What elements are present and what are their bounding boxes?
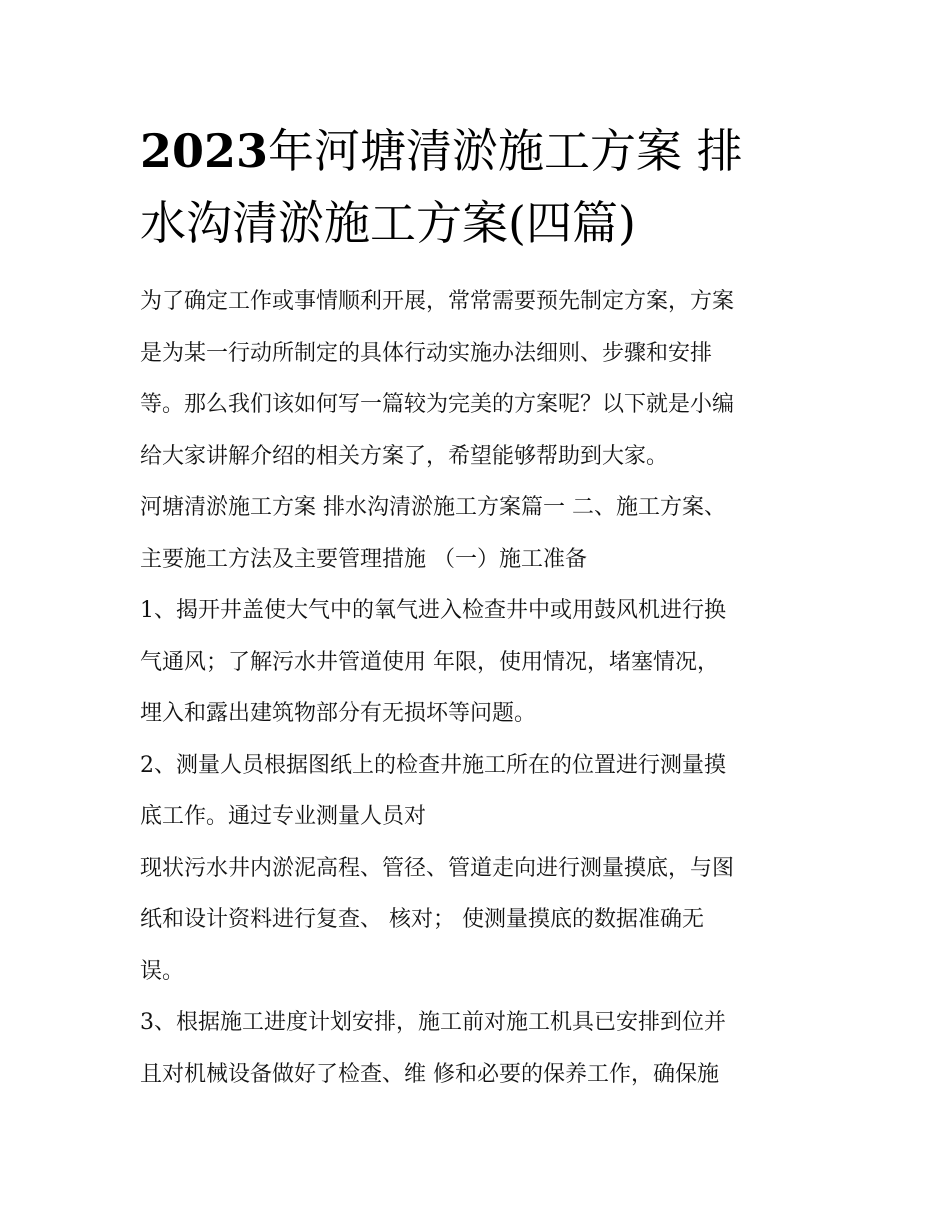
document-title <box>140 115 840 259</box>
body-line: 给大家讲解介绍的相关方案了，希望能够帮助到大家。 <box>140 443 669 469</box>
body-line: 且对机械设备做好了检查、维 修和必要的保养工作，确保施 <box>140 1061 719 1087</box>
title-line-1-text: 年河塘清淤施工方案 排 <box>268 124 743 178</box>
title-line-2: 水沟清淤施工方案(四篇) <box>140 196 636 250</box>
body-line: 2、测量人员根据图纸上的检查井施工所在的位置进行测量摸 <box>140 752 726 778</box>
body-line: 1、揭开井盖使大气中的氧气进入检查井中或用鼓风机进行换 <box>140 598 726 623</box>
body-line: 主要施工方法及主要管理措施 （一）施工准备 <box>140 546 587 572</box>
body-line: 现状污水井内淤泥高程、管径、管道走向进行测量摸底，与图 <box>140 855 735 881</box>
body-line: 埋入和露出建筑物部分有无损坏等问题。 <box>140 701 537 726</box>
body-line: 纸和设计资料进行复查、 核对； 使测量摸底的数据准确无 <box>140 907 704 932</box>
title-year: 2023 <box>140 124 269 178</box>
body-line: 误。 <box>140 958 185 984</box>
title-line-1 <box>140 115 840 187</box>
body-line: 为了确定工作或事情顺利开展，常常需要预先制定方案，方案 <box>140 289 735 314</box>
body-line: 底工作。通过专业测量人员对 <box>140 804 427 829</box>
body-line: 等。那么我们该如何写一篇较为完美的方案呢？以下就是小编 <box>140 392 735 417</box>
document-body <box>140 276 830 1100</box>
body-line: 河塘清淤施工方案 排水沟清淤施工方案篇一 二、施工方案、 <box>140 495 726 520</box>
body-line: 3、根据施工进度计划安排，施工前对施工机具已安排到位并 <box>140 1010 726 1035</box>
body-line: 是为某一行动所制定的具体行动实施办法细则、步骤和安排 <box>140 340 713 366</box>
body-line: 气通风；了解污水井管道使用 年限，使用情况，堵塞情况， <box>140 649 719 675</box>
